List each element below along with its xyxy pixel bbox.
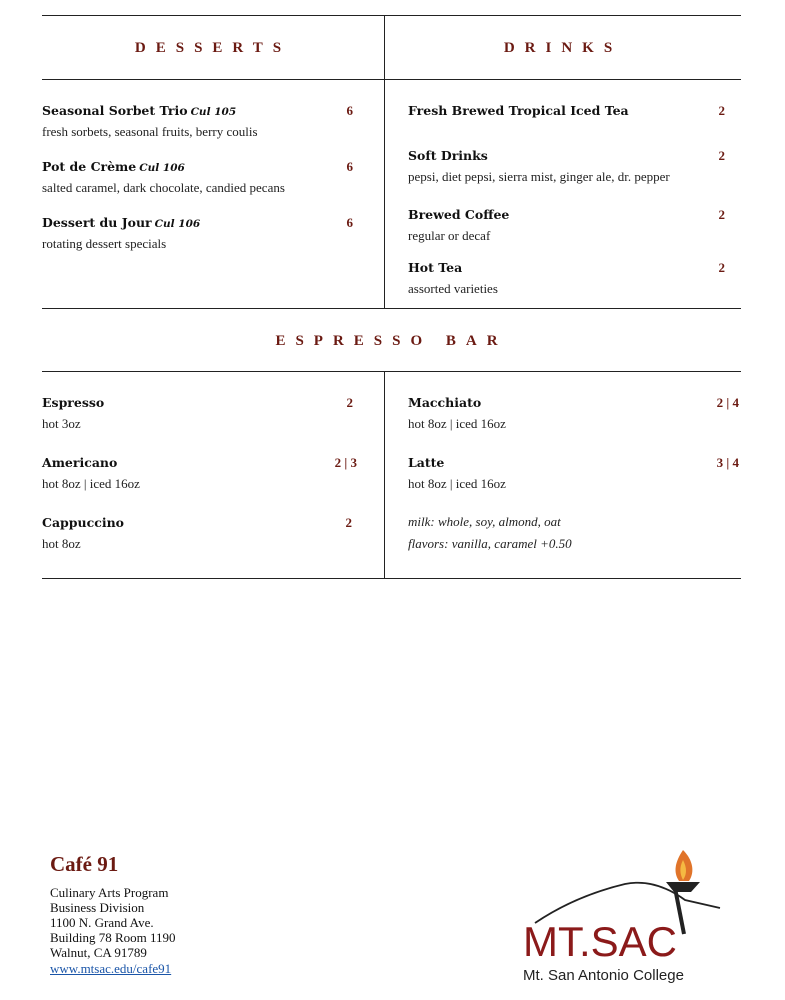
price-macchiato: 2 | 4 bbox=[716, 395, 739, 410]
menu-item-pot-de-creme bbox=[42, 159, 285, 196]
item-description: hot 8oz | iced 16oz bbox=[42, 476, 140, 491]
menu-item-hot-tea bbox=[408, 260, 498, 297]
menu-item-macchiato bbox=[408, 395, 506, 432]
mt-sac-logo bbox=[515, 848, 730, 988]
espresso-title: ESPRESSO BAR bbox=[275, 333, 508, 349]
price-latte: 3 | 4 bbox=[716, 455, 739, 470]
menu-item-soft-drinks bbox=[408, 148, 670, 185]
drinks-title: DRINKS bbox=[503, 40, 623, 56]
menu-item-cappuccino bbox=[42, 515, 124, 552]
item-name: Latte bbox=[408, 455, 445, 470]
cafe-name: Café 91 bbox=[50, 852, 119, 876]
price-sorbet: 6 bbox=[346, 103, 353, 118]
price-pot-de-creme: 6 bbox=[346, 159, 353, 174]
item-description: hot 8oz bbox=[42, 536, 81, 551]
course-code: Cul 106 bbox=[154, 218, 201, 230]
footer-line-program: Culinary Arts Program bbox=[50, 885, 169, 900]
cafe-website-link[interactable]: www.mtsac.edu/cafe91 bbox=[50, 961, 172, 976]
footer-line-division: Business Division bbox=[50, 900, 145, 915]
item-description: fresh sorbets, seasonal fruits, berry coulis bbox=[42, 124, 258, 139]
item-description: hot 3oz bbox=[42, 416, 81, 431]
price-hot-tea: 2 bbox=[718, 260, 725, 275]
menu-item-espresso bbox=[42, 395, 104, 432]
price-espresso: 2 bbox=[346, 395, 353, 410]
desserts-title: DESSERTS bbox=[134, 40, 292, 56]
footer-line-building: Building 78 Room 1190 bbox=[50, 930, 176, 945]
price-soft-drinks: 2 bbox=[718, 148, 725, 163]
menu-item-latte bbox=[408, 455, 506, 492]
item-name: Seasonal Sorbet Trio bbox=[42, 103, 188, 118]
rule-bottom bbox=[42, 578, 741, 579]
item-description: hot 8oz | iced 16oz bbox=[408, 416, 506, 431]
item-name: Hot Tea bbox=[408, 260, 463, 275]
menu-item-iced-tea bbox=[408, 103, 629, 118]
item-name: Cappuccino bbox=[42, 515, 125, 530]
item-description: pepsi, diet pepsi, sierra mist, ginger ale, dr. pepper bbox=[408, 169, 670, 184]
item-name: Espresso bbox=[42, 395, 105, 410]
price-cappuccino: 2 bbox=[345, 515, 352, 530]
item-name: Macchiato bbox=[408, 395, 482, 410]
divider-espresso bbox=[384, 371, 385, 578]
item-name: Soft Drinks bbox=[408, 148, 488, 163]
logo-college-name: Mt. San Antonio College bbox=[523, 967, 684, 984]
item-name: Fresh Brewed Tropical Iced Tea bbox=[408, 103, 629, 118]
logo-wordmark: MT.SAC bbox=[523, 918, 678, 965]
menu-item-dessert-du-jour bbox=[42, 215, 200, 252]
price-dessert-du-jour: 6 bbox=[346, 215, 353, 230]
item-description: salted caramel, dark chocolate, candied pecans bbox=[42, 180, 285, 195]
price-americano: 2 | 3 bbox=[334, 455, 357, 470]
item-description: rotating dessert specials bbox=[42, 236, 167, 251]
divider-top bbox=[384, 15, 385, 308]
menu-item-americano bbox=[42, 455, 140, 492]
flavor-options-note: flavors: vanilla, caramel +0.50 bbox=[408, 536, 572, 551]
menu-item-brewed-coffee bbox=[408, 207, 509, 244]
menu-item-sorbet bbox=[42, 103, 258, 140]
milk-options-note: milk: whole, soy, almond, oat bbox=[408, 514, 561, 529]
item-description: regular or decaf bbox=[408, 228, 491, 243]
item-name: Pot de Crème bbox=[42, 159, 137, 174]
price-brewed-coffee: 2 bbox=[718, 207, 725, 222]
rule-mid bbox=[42, 308, 741, 309]
rule-espresso-header bbox=[42, 371, 741, 372]
item-description: assorted varieties bbox=[408, 281, 498, 296]
rule-top bbox=[42, 15, 741, 16]
footer-line-city: Walnut, CA 91789 bbox=[50, 945, 147, 960]
item-name: Dessert du Jour bbox=[42, 215, 152, 230]
rule-header bbox=[42, 79, 741, 80]
footer-address-block bbox=[50, 852, 176, 978]
item-name: Brewed Coffee bbox=[408, 207, 510, 222]
course-code: Cul 105 bbox=[190, 106, 237, 118]
footer-line-street: 1100 N. Grand Ave. bbox=[50, 915, 154, 930]
item-name: Americano bbox=[42, 455, 118, 470]
price-iced-tea: 2 bbox=[718, 103, 725, 118]
item-description: hot 8oz | iced 16oz bbox=[408, 476, 506, 491]
course-code: Cul 106 bbox=[139, 162, 185, 174]
